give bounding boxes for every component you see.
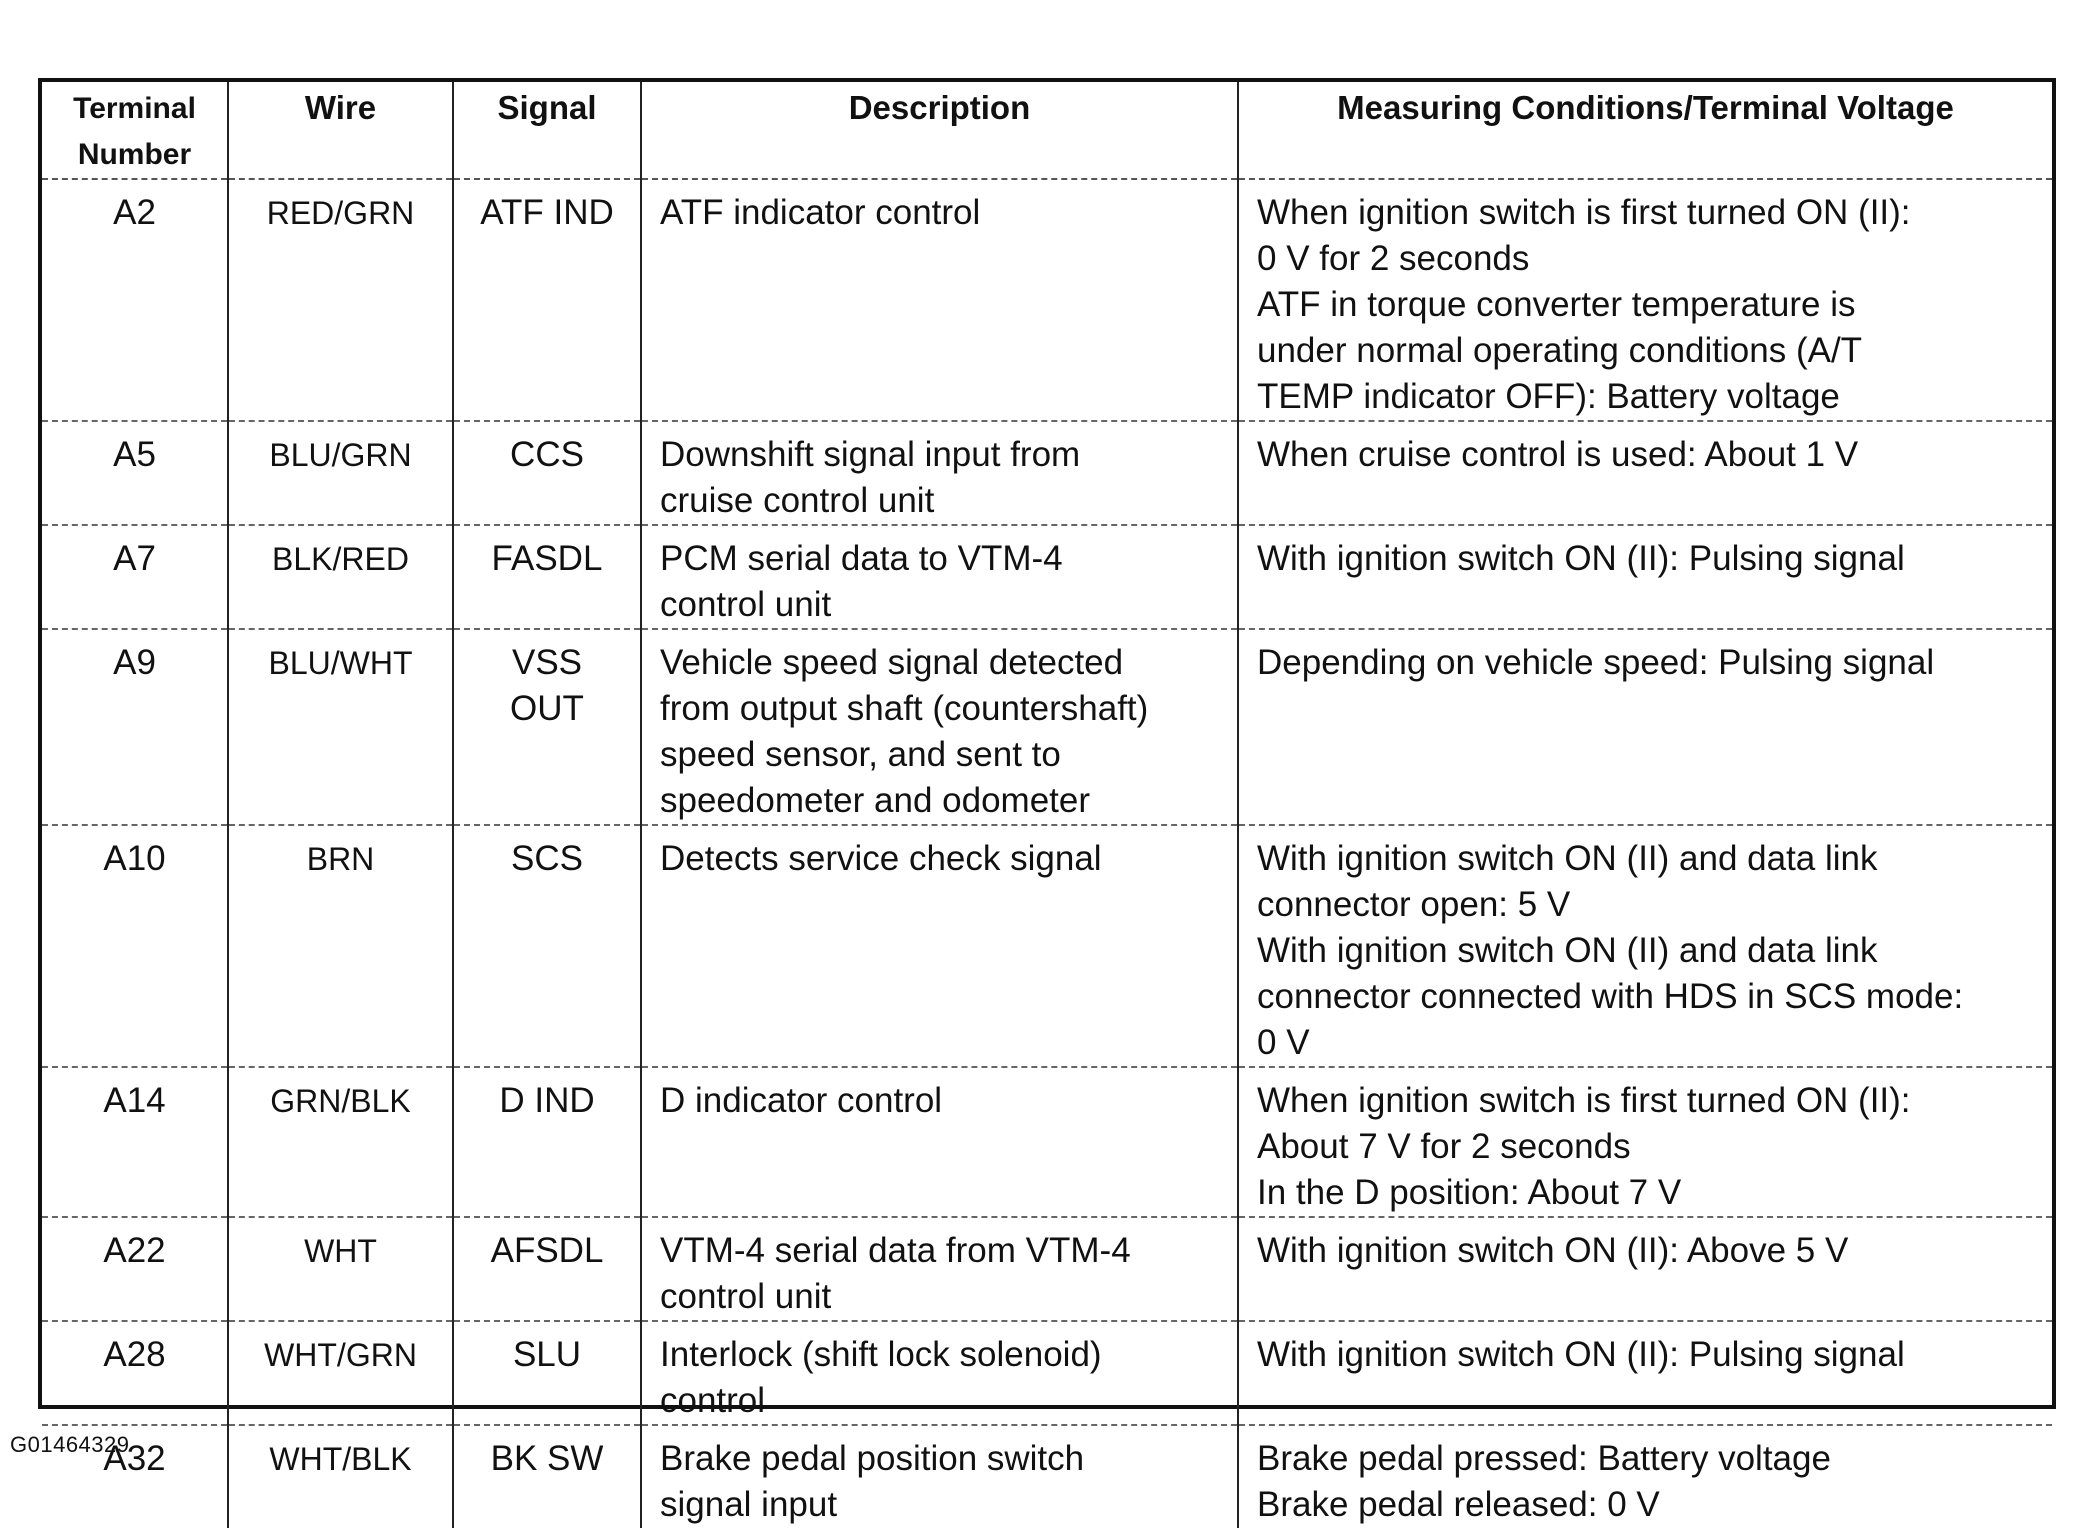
table-row	[42, 525, 2052, 629]
wire-color-cell: BRN	[228, 825, 453, 1067]
condition-line: About 7 V for 2 seconds	[1257, 1127, 1631, 1166]
header-terminal-line2: Number	[77, 138, 192, 171]
conditions-cell	[1238, 1425, 2052, 1528]
terminal-number-cell: A32	[103, 1439, 166, 1478]
table-row	[42, 421, 2052, 525]
terminal-number-cell: A28	[42, 1321, 228, 1425]
signal-line: BK SW	[490, 1439, 604, 1478]
signal-line: OUT	[510, 689, 584, 728]
signal-cell	[453, 1217, 641, 1321]
signal-line: AFSDL	[490, 1231, 604, 1270]
description-line: control unit	[660, 585, 832, 624]
terminal-number-cell: A7	[42, 525, 228, 629]
conditions-cell	[1238, 179, 2052, 421]
signal-line: D IND	[499, 1081, 595, 1120]
condition-line: When cruise control is used: About 1 V	[1257, 435, 1859, 474]
description-cell	[641, 825, 1238, 1067]
condition-line: Depending on vehicle speed: Pulsing signal	[1257, 643, 1935, 682]
description-cell	[641, 179, 1238, 421]
description-line: Brake pedal position switch	[660, 1439, 1085, 1478]
condition-line: In the D position: About 7 V	[1257, 1173, 1682, 1212]
condition-line: When ignition switch is first turned ON (II):	[1257, 193, 1911, 232]
figure-id: G01464329	[10, 1432, 130, 1457]
conditions-cell	[1238, 1217, 2052, 1321]
wire-color-cell: WHT/GRN	[228, 1321, 453, 1425]
conditions-cell	[1238, 1067, 2052, 1217]
condition-line: 0 V	[1257, 1023, 1310, 1062]
header-terminal-number	[42, 82, 228, 179]
table-body	[42, 179, 2052, 1528]
description-line: Interlock (shift lock solenoid)	[660, 1335, 1102, 1374]
terminal-number-cell: A22	[42, 1217, 228, 1321]
description-line: control	[660, 1381, 766, 1420]
description-cell	[641, 1425, 1238, 1528]
description-line: D indicator control	[660, 1081, 943, 1120]
table-row	[42, 629, 2052, 825]
header-wire: Wire	[228, 82, 453, 179]
signal-line: SLU	[512, 1335, 582, 1374]
signal-line: FASDL	[491, 539, 603, 578]
conditions-cell	[1238, 1321, 2052, 1425]
signal-cell	[453, 421, 641, 525]
description-line: Downshift signal input from	[660, 435, 1081, 474]
table-row	[42, 1067, 2052, 1217]
signal-cell	[453, 825, 641, 1067]
signal-cell	[453, 1321, 641, 1425]
description-cell	[641, 421, 1238, 525]
table-header-row	[42, 82, 2052, 179]
terminal-number-cell: A2	[42, 179, 228, 421]
description-line: ATF indicator control	[660, 193, 981, 232]
condition-line: With ignition switch ON (II) and data link	[1257, 931, 1878, 970]
header-signal: Signal	[453, 82, 641, 179]
condition-line: TEMP indicator OFF): Battery voltage	[1257, 377, 1840, 416]
signal-line: VSS	[511, 643, 583, 682]
description-line: from output shaft (countershaft)	[660, 689, 1149, 728]
wire-color-cell: GRN/BLK	[228, 1067, 453, 1217]
wire-color-cell: BLK/RED	[228, 525, 453, 629]
signal-line: SCS	[511, 839, 583, 878]
description-cell	[641, 1217, 1238, 1321]
description-line: speedometer and odometer	[660, 781, 1090, 820]
terminal-number-cell: A14	[42, 1067, 228, 1217]
wire-color-cell: BLU/WHT	[228, 629, 453, 825]
description-cell	[641, 1067, 1238, 1217]
description-line: VTM-4 serial data from VTM-4	[660, 1231, 1131, 1270]
terminal-number-cell: A9	[42, 629, 228, 825]
condition-line: With ignition switch ON (II) and data link	[1257, 839, 1878, 878]
description-line: signal input	[660, 1485, 838, 1524]
table-row	[42, 1321, 2052, 1425]
signal-cell	[453, 525, 641, 629]
description-cell	[641, 1321, 1238, 1425]
condition-line: connector open: 5 V	[1257, 885, 1571, 924]
wire-color-cell: BLU/GRN	[228, 421, 453, 525]
description-line: cruise control unit	[660, 481, 935, 520]
description-cell	[641, 629, 1238, 825]
wire-color-cell: WHT	[228, 1217, 453, 1321]
description-line: Vehicle speed signal detected	[660, 643, 1124, 682]
terminal-voltage-table	[42, 82, 2052, 1528]
signal-cell	[453, 179, 641, 421]
condition-line: With ignition switch ON (II): Above 5 V	[1257, 1231, 1849, 1270]
terminal-number-cell: A5	[42, 421, 228, 525]
condition-line: under normal operating conditions (A/T	[1257, 331, 1863, 370]
signal-line: CCS	[510, 435, 584, 474]
terminal-number-cell: A10	[42, 825, 228, 1067]
signal-line: ATF IND	[480, 193, 614, 232]
table-row	[42, 179, 2052, 421]
table-row	[42, 825, 2052, 1067]
table-row	[42, 1425, 2052, 1528]
signal-cell	[453, 1425, 641, 1528]
condition-line: ATF in torque converter temperature is	[1257, 285, 1856, 324]
header-description: Description	[641, 82, 1238, 179]
condition-line: connector connected with HDS in SCS mode:	[1257, 977, 1964, 1016]
conditions-cell	[1238, 629, 2052, 825]
wire-color-cell: WHT/BLK	[228, 1425, 453, 1528]
condition-line: When ignition switch is first turned ON (II):	[1257, 1081, 1911, 1120]
signal-cell	[453, 629, 641, 825]
description-line: control unit	[660, 1277, 832, 1316]
condition-line: With ignition switch ON (II): Pulsing signal	[1257, 539, 1905, 578]
description-line: Detects service check signal	[660, 839, 1102, 878]
header-conditions: Measuring Conditions/Terminal Voltage	[1238, 82, 2052, 179]
conditions-cell	[1238, 525, 2052, 629]
description-line: PCM serial data to VTM-4	[660, 539, 1063, 578]
conditions-cell	[1238, 825, 2052, 1067]
wire-color-cell: RED/GRN	[228, 179, 453, 421]
conditions-cell	[1238, 421, 2052, 525]
description-cell	[641, 525, 1238, 629]
header-terminal-line1: Terminal	[73, 92, 196, 125]
condition-line: Brake pedal released: 0 V	[1257, 1485, 1660, 1524]
signal-cell	[453, 1067, 641, 1217]
condition-line: 0 V for 2 seconds	[1257, 239, 1530, 278]
condition-line: With ignition switch ON (II): Pulsing signal	[1257, 1335, 1905, 1374]
description-line: speed sensor, and sent to	[660, 735, 1061, 774]
table-row	[42, 1217, 2052, 1321]
condition-line: Brake pedal pressed: Battery voltage	[1257, 1439, 1831, 1478]
